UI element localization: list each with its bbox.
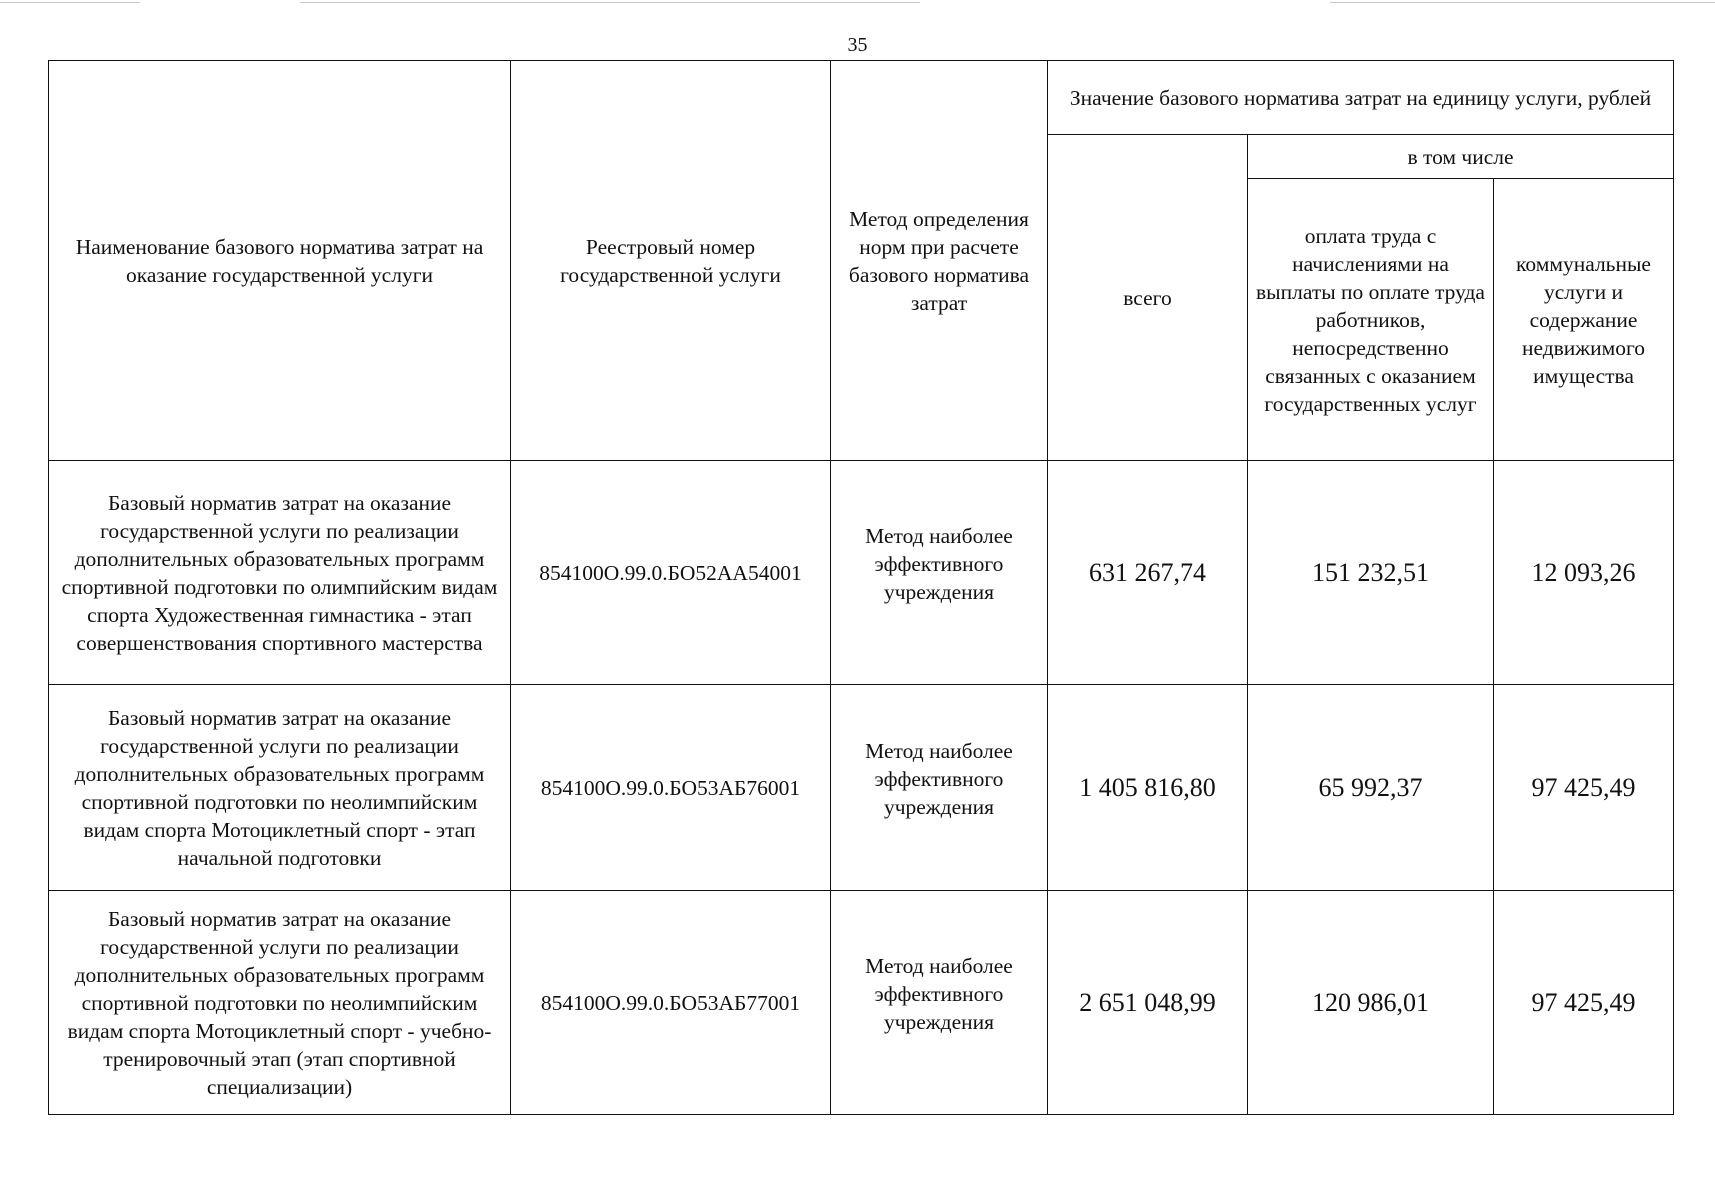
header-labor: оплата труда с начислениями на выплаты по оплате труда работников, непосредственно связанных с оказанием государственных услуг [1248, 179, 1494, 461]
row-utilities [1494, 461, 1674, 685]
row-labor-value: 151 232,51 [1312, 557, 1429, 587]
row-method-text: Метод наиболее эффективного учреждения [865, 738, 1013, 819]
scan-artifact-line [0, 2, 140, 3]
row-total-value: 2 651 048,99 [1079, 987, 1216, 1017]
row-registry-number: 854100О.99.0.БО52АА54001 [511, 461, 831, 685]
row-labor [1248, 461, 1494, 685]
header-utilities: коммунальные услуги и содержание недвижимого имущества [1494, 179, 1674, 461]
header-service-name: Наименование базового норматива затрат на оказание государственной услуги [49, 61, 511, 461]
page-number: 35 [847, 34, 868, 56]
header-including: в том числе [1248, 135, 1674, 179]
row-labor-value: 120 986,01 [1312, 987, 1429, 1017]
row-service-name: Базовый норматив затрат на оказание государственной услуги по реализации дополнительных образовательных программ спортивной подготовки по неолимпийским видам спорта Мотоциклетный спорт - этап начальной подготовки [49, 685, 511, 891]
row-labor-value: 65 992,37 [1318, 772, 1423, 802]
row-utilities [1494, 891, 1674, 1115]
header-method: Метод определения норм при расчете базового норматива затрат [831, 61, 1048, 461]
row-method [831, 461, 1048, 685]
row-utilities-value: 97 425,49 [1531, 987, 1636, 1017]
row-total-value: 631 267,74 [1089, 557, 1206, 587]
row-method [831, 685, 1048, 891]
scan-artifact-line [1330, 2, 1715, 3]
row-total-value: 1 405 816,80 [1079, 772, 1216, 802]
table-row [49, 461, 1674, 685]
row-labor [1248, 891, 1494, 1115]
row-total [1048, 891, 1248, 1115]
header-registry-number: Реестровый номер государственной услуги [511, 61, 831, 461]
row-utilities-value: 97 425,49 [1531, 772, 1636, 802]
row-service-name: Базовый норматив затрат на оказание государственной услуги по реализации дополнительных образовательных программ спортивной подготовки по неолимпийским видам спорта Мотоциклетный спорт - учебно-тренировочный этап (этап спортивной специализации) [49, 891, 511, 1115]
table-row [49, 685, 1674, 891]
table-row [49, 891, 1674, 1115]
row-total [1048, 685, 1248, 891]
header-row [49, 61, 1674, 135]
row-method-text: Метод наиболее эффективного учреждения [865, 953, 1013, 1034]
row-service-name: Базовый норматив затрат на оказание государственной услуги по реализации дополнительных образовательных программ спортивной подготовки по олимпийским видам спорта Художественная гимнастика - этап совершенствования спортивного мастерства [49, 461, 511, 685]
cost-norm-table [48, 60, 1674, 1115]
header-total: всего [1048, 135, 1248, 461]
row-utilities [1494, 685, 1674, 891]
row-registry-number: 854100О.99.0.БО53АБ77001 [511, 891, 831, 1115]
header-value-group: Значение базового норматива затрат на единицу услуги, рублей [1048, 61, 1674, 135]
row-labor [1248, 685, 1494, 891]
row-method [831, 891, 1048, 1115]
row-method-text: Метод наиболее эффективного учреждения [865, 523, 1013, 604]
row-utilities-value: 12 093,26 [1531, 557, 1636, 587]
row-registry-number: 854100О.99.0.БО53АБ76001 [511, 685, 831, 891]
scan-artifact-line [300, 2, 920, 3]
row-total [1048, 461, 1248, 685]
